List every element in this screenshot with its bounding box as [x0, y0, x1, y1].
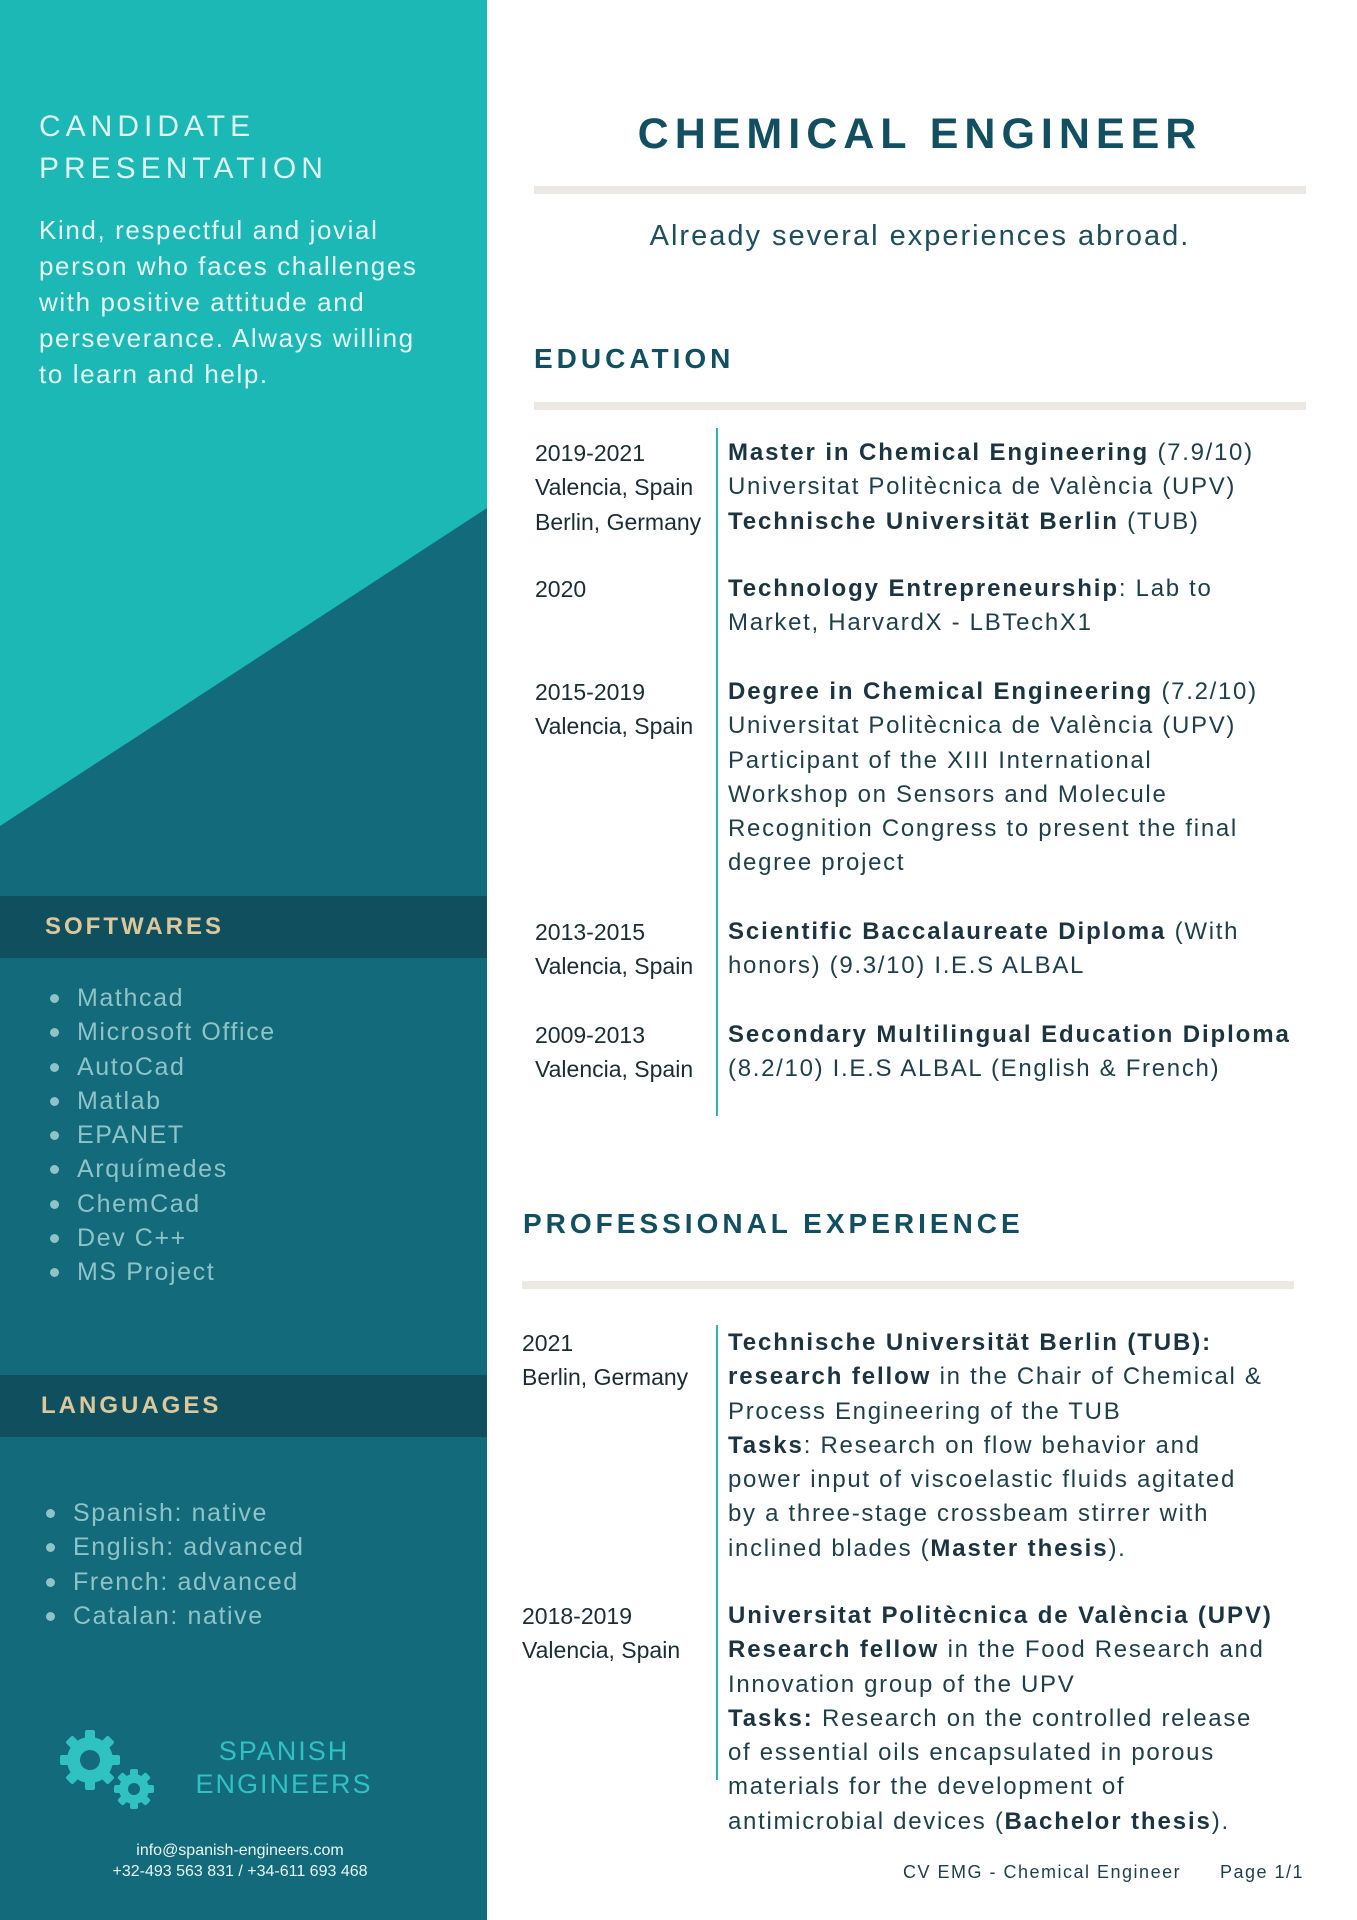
entry-description-line — [728, 675, 1313, 709]
entry-description-line — [728, 949, 1313, 983]
software-list-item: Arquímedes — [45, 1152, 276, 1186]
entry-text: Universitat Politècnica de València (UPV) — [728, 473, 1237, 501]
softwares-heading: SOFTWARES — [0, 896, 487, 958]
presentation-heading — [39, 106, 459, 190]
entry-description-line — [728, 1463, 1313, 1497]
entry-description-line — [728, 572, 1313, 606]
entry-date: 2009-2013 — [535, 1022, 645, 1048]
experience-timeline-line — [716, 1325, 718, 1780]
entry-description-line — [728, 436, 1313, 470]
entry-description-line — [728, 606, 1313, 640]
entry-text: (7.9/10) — [1149, 439, 1254, 466]
entry-description-line — [728, 778, 1313, 812]
entry-description — [728, 1326, 1313, 1566]
entry-location: Valencia, Spain — [535, 953, 694, 980]
software-list-item: EPANET — [45, 1118, 276, 1152]
gears-icon — [52, 1725, 172, 1815]
software-list-item: Dev C++ — [45, 1221, 276, 1255]
entry-highlight: Master thesis — [930, 1534, 1109, 1562]
entry-description-line — [728, 744, 1313, 778]
entry-text: (8.2/10) I.E.S ALBAL (English & French) — [728, 1055, 1221, 1083]
entry-description — [728, 915, 1313, 984]
entry-description-line — [728, 1018, 1313, 1052]
entry-dates — [535, 572, 586, 606]
entry-text: ). — [1211, 1807, 1230, 1835]
entry-highlight: Scientific Baccalaureate Diploma — [728, 918, 1167, 945]
entry-text: materials for the development of — [728, 1773, 1126, 1801]
softwares-list — [45, 981, 276, 1290]
software-list-item: MS Project — [45, 1255, 276, 1289]
entry-description-line — [728, 1532, 1313, 1566]
language-list-item: English: advanced — [41, 1530, 305, 1564]
experience-divider — [522, 1281, 1294, 1289]
entry-highlight: research fellow — [728, 1363, 932, 1391]
software-list-item: Matlab — [45, 1084, 276, 1118]
software-list-item: ChemCad — [45, 1187, 276, 1221]
entry-description-line — [728, 1805, 1313, 1839]
entry-date: 2020 — [535, 576, 587, 602]
entry-text: (TUB) — [1118, 507, 1200, 535]
entry-text: : Research on flow behavior and — [803, 1431, 1201, 1459]
entry-description — [728, 436, 1313, 539]
entry-text: ). — [1108, 1534, 1127, 1562]
footer-document-label: CV EMG - Chemical Engineer — [903, 1862, 1182, 1882]
entry-dates — [535, 436, 701, 539]
language-list-item: Catalan: native — [41, 1599, 305, 1633]
entry-dates — [535, 915, 693, 984]
entry-text: inclined blades ( — [728, 1534, 931, 1562]
presentation-heading-line: CANDIDATE — [39, 110, 256, 143]
entry-highlight: Secondary Multilingual Education Diploma — [728, 1021, 1291, 1048]
entry-dates — [522, 1599, 680, 1668]
entry-text: Workshop on Sensors and Molecule — [728, 780, 1168, 808]
entry-description-line — [728, 505, 1313, 539]
software-list-item: Mathcad — [45, 981, 276, 1015]
entry-location: Valencia, Spain — [522, 1637, 681, 1664]
entry-highlight: Tasks: — [728, 1704, 814, 1732]
entry-description-line — [728, 1360, 1313, 1394]
entry-text: (With — [1166, 918, 1240, 945]
entry-description-line — [728, 1497, 1313, 1531]
entry-description-line — [728, 915, 1313, 949]
footer-page-number: Page 1/1 — [1220, 1862, 1305, 1882]
entry-dates — [535, 675, 693, 744]
entry-date: 2021 — [522, 1330, 574, 1356]
entry-description-line — [728, 1599, 1313, 1633]
entry-dates — [535, 1018, 693, 1087]
language-list-item: French: advanced — [41, 1565, 305, 1599]
entry-date: 2013-2015 — [535, 919, 645, 945]
software-list-item: Microsoft Office — [45, 1015, 276, 1049]
entry-text: Research on the controlled release — [813, 1704, 1253, 1732]
entry-text: Recognition Congress to present the final — [728, 815, 1238, 843]
entry-description-line — [728, 470, 1313, 504]
entry-location: Valencia, Spain — [535, 713, 694, 740]
entry-text: Innovation group of the UPV — [728, 1670, 1076, 1698]
logo-text — [184, 1735, 384, 1801]
contact-phones[interactable]: +32-493 563 831 / +34-611 693 468 — [112, 1863, 368, 1880]
entry-description-line — [728, 1633, 1313, 1667]
presentation-heading-line: PRESENTATION — [39, 152, 328, 185]
entry-location: Berlin, Germany — [535, 508, 702, 535]
entry-description-line — [728, 1736, 1313, 1770]
software-list-item: AutoCad — [45, 1050, 276, 1084]
entry-text: degree project — [728, 849, 906, 877]
entry-highlight: Bachelor thesis — [1004, 1807, 1212, 1835]
entry-text: antimicrobial devices ( — [728, 1807, 1005, 1835]
entry-text: of essential oils encapsulated in porous — [728, 1739, 1215, 1767]
entry-highlight: Degree in Chemical Engineering — [728, 678, 1154, 705]
entry-text: : Lab to — [1118, 575, 1213, 602]
entry-location: Valencia, Spain — [535, 474, 694, 501]
experience-heading: PROFESSIONAL EXPERIENCE — [523, 1208, 1024, 1239]
entry-description-line — [728, 1668, 1313, 1702]
entry-description — [728, 1599, 1313, 1839]
entry-text: (7.2/10) — [1153, 678, 1258, 705]
entry-highlight: Research fellow — [728, 1636, 940, 1664]
logo-text-line: SPANISH — [218, 1736, 350, 1766]
entry-location: Berlin, Germany — [522, 1364, 689, 1391]
entry-text: Participant of the XIII International — [728, 746, 1153, 774]
presentation-text: Kind, respectful and jovial person who faces challenges with positive attitude and perseverance. Always willing to learn and help. — [39, 215, 418, 389]
education-divider — [534, 402, 1306, 410]
language-list-item: Spanish: native — [41, 1496, 305, 1530]
entry-text: in the Food Research and — [939, 1636, 1265, 1664]
entry-date: 2018-2019 — [522, 1603, 632, 1629]
contact-info — [40, 1840, 440, 1882]
entry-description — [728, 675, 1313, 881]
entry-description-line — [728, 846, 1313, 880]
entry-date: 2019-2021 — [535, 440, 645, 466]
languages-list — [41, 1496, 305, 1633]
entry-location: Valencia, Spain — [535, 1056, 694, 1083]
entry-text: power input of viscoelastic fluids agitated — [728, 1466, 1237, 1494]
entry-description-line — [728, 1702, 1313, 1736]
contact-email[interactable]: info@spanish-engineers.com — [136, 1842, 344, 1859]
entry-highlight: Universitat Politècnica de València (UPV) — [728, 1602, 1273, 1629]
entry-description-line — [728, 1770, 1313, 1804]
entry-dates — [522, 1326, 688, 1395]
languages-heading: LANGUAGES — [0, 1375, 487, 1437]
entry-description-line — [728, 709, 1313, 743]
entry-date: 2015-2019 — [535, 679, 645, 705]
entry-highlight: Technische Universität Berlin (TUB): — [728, 1329, 1213, 1356]
entry-description-line — [728, 812, 1313, 846]
education-timeline-line — [716, 428, 718, 1116]
entry-text: in the Chair of Chemical & — [931, 1363, 1263, 1391]
page-title: CHEMICAL ENGINEER — [637, 110, 1203, 158]
education-heading: EDUCATION — [534, 343, 735, 374]
entry-description-line — [728, 1326, 1313, 1360]
entry-text: Universitat Politècnica de València (UPV) — [728, 712, 1237, 740]
title-divider — [534, 186, 1306, 194]
entry-highlight: Tasks — [728, 1431, 804, 1459]
entry-highlight: Technische Universität Berlin — [728, 507, 1119, 535]
entry-description-line — [728, 1052, 1313, 1086]
tagline: Already several experiences abroad. — [649, 220, 1191, 252]
entry-highlight: Technology Entrepreneurship — [728, 575, 1119, 602]
entry-text: Process Engineering of the TUB — [728, 1397, 1122, 1425]
entry-text: Market, HarvardX - LBTechX1 — [728, 609, 1093, 637]
sidebar — [0, 0, 487, 1920]
entry-text: by a three-stage crossbeam stirrer with — [728, 1500, 1210, 1528]
entry-description — [728, 572, 1313, 641]
entry-text: honors) (9.3/10) I.E.S ALBAL — [728, 952, 1086, 980]
entry-description-line — [728, 1395, 1313, 1429]
entry-description — [728, 1018, 1313, 1087]
logo-text-line: ENGINEERS — [195, 1769, 373, 1799]
entry-description-line — [728, 1429, 1313, 1463]
entry-highlight: Master in Chemical Engineering — [728, 439, 1150, 466]
